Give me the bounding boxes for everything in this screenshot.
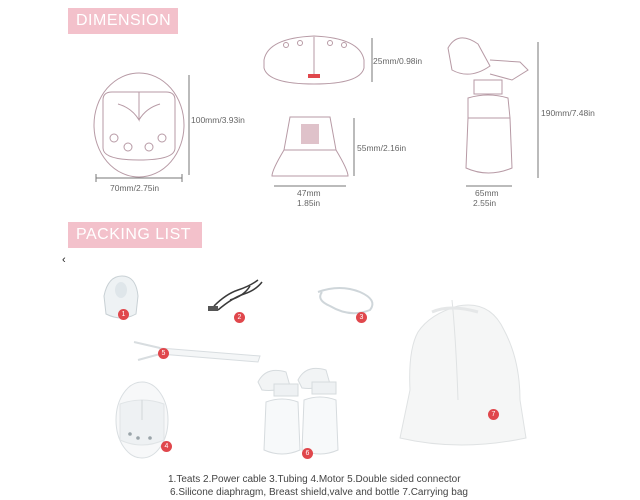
side-width-in-label: 1.85in [297, 198, 321, 208]
bottle-width-mm-label: 65mm [475, 188, 499, 198]
motor-side-drawing [272, 117, 354, 186]
motor-front-drawing [94, 73, 189, 182]
bottle-drawing [448, 38, 538, 186]
item-1-badge: 1 [118, 309, 129, 320]
packing-caption-line-2: 6.Silicone diaphragm, Breast shield,valve and bottle 7.Carrying bag [170, 487, 468, 498]
item-4-badge: 4 [161, 441, 172, 452]
tubing-item [318, 288, 372, 313]
item-6-badge: 6 [302, 448, 313, 459]
motor-height-label: 100mm/3.93in [191, 115, 245, 125]
item-2-badge: 2 [234, 312, 245, 323]
side-width-mm-label: 47mm [297, 188, 321, 198]
bottle-height-label: 190mm/7.48in [541, 108, 595, 118]
item-5-badge: 5 [158, 348, 169, 359]
carrying-bag-item [400, 300, 526, 445]
connector-item [134, 342, 260, 362]
dimension-banner: DIMENSION [68, 8, 178, 34]
bottles-item [258, 368, 338, 454]
chevron-left-icon[interactable]: ‹ [62, 254, 66, 266]
side-height-label: 55mm/2.16in [357, 143, 407, 153]
motor-width-label: 70mm/2.75in [110, 183, 160, 193]
power-cable-item [208, 280, 262, 311]
item-7-badge: 7 [488, 409, 499, 420]
item-3-badge: 3 [356, 312, 367, 323]
motor-top-drawing [264, 36, 372, 84]
packing-caption-line-1: 1.Teats 2.Power cable 3.Tubing 4.Motor 5.Double sided connector [168, 474, 461, 485]
bottle-width-in-label: 2.55in [473, 198, 497, 208]
top-height-label: 25mm/0.98in [373, 56, 423, 66]
packing-list-banner: PACKING LIST [68, 222, 202, 248]
